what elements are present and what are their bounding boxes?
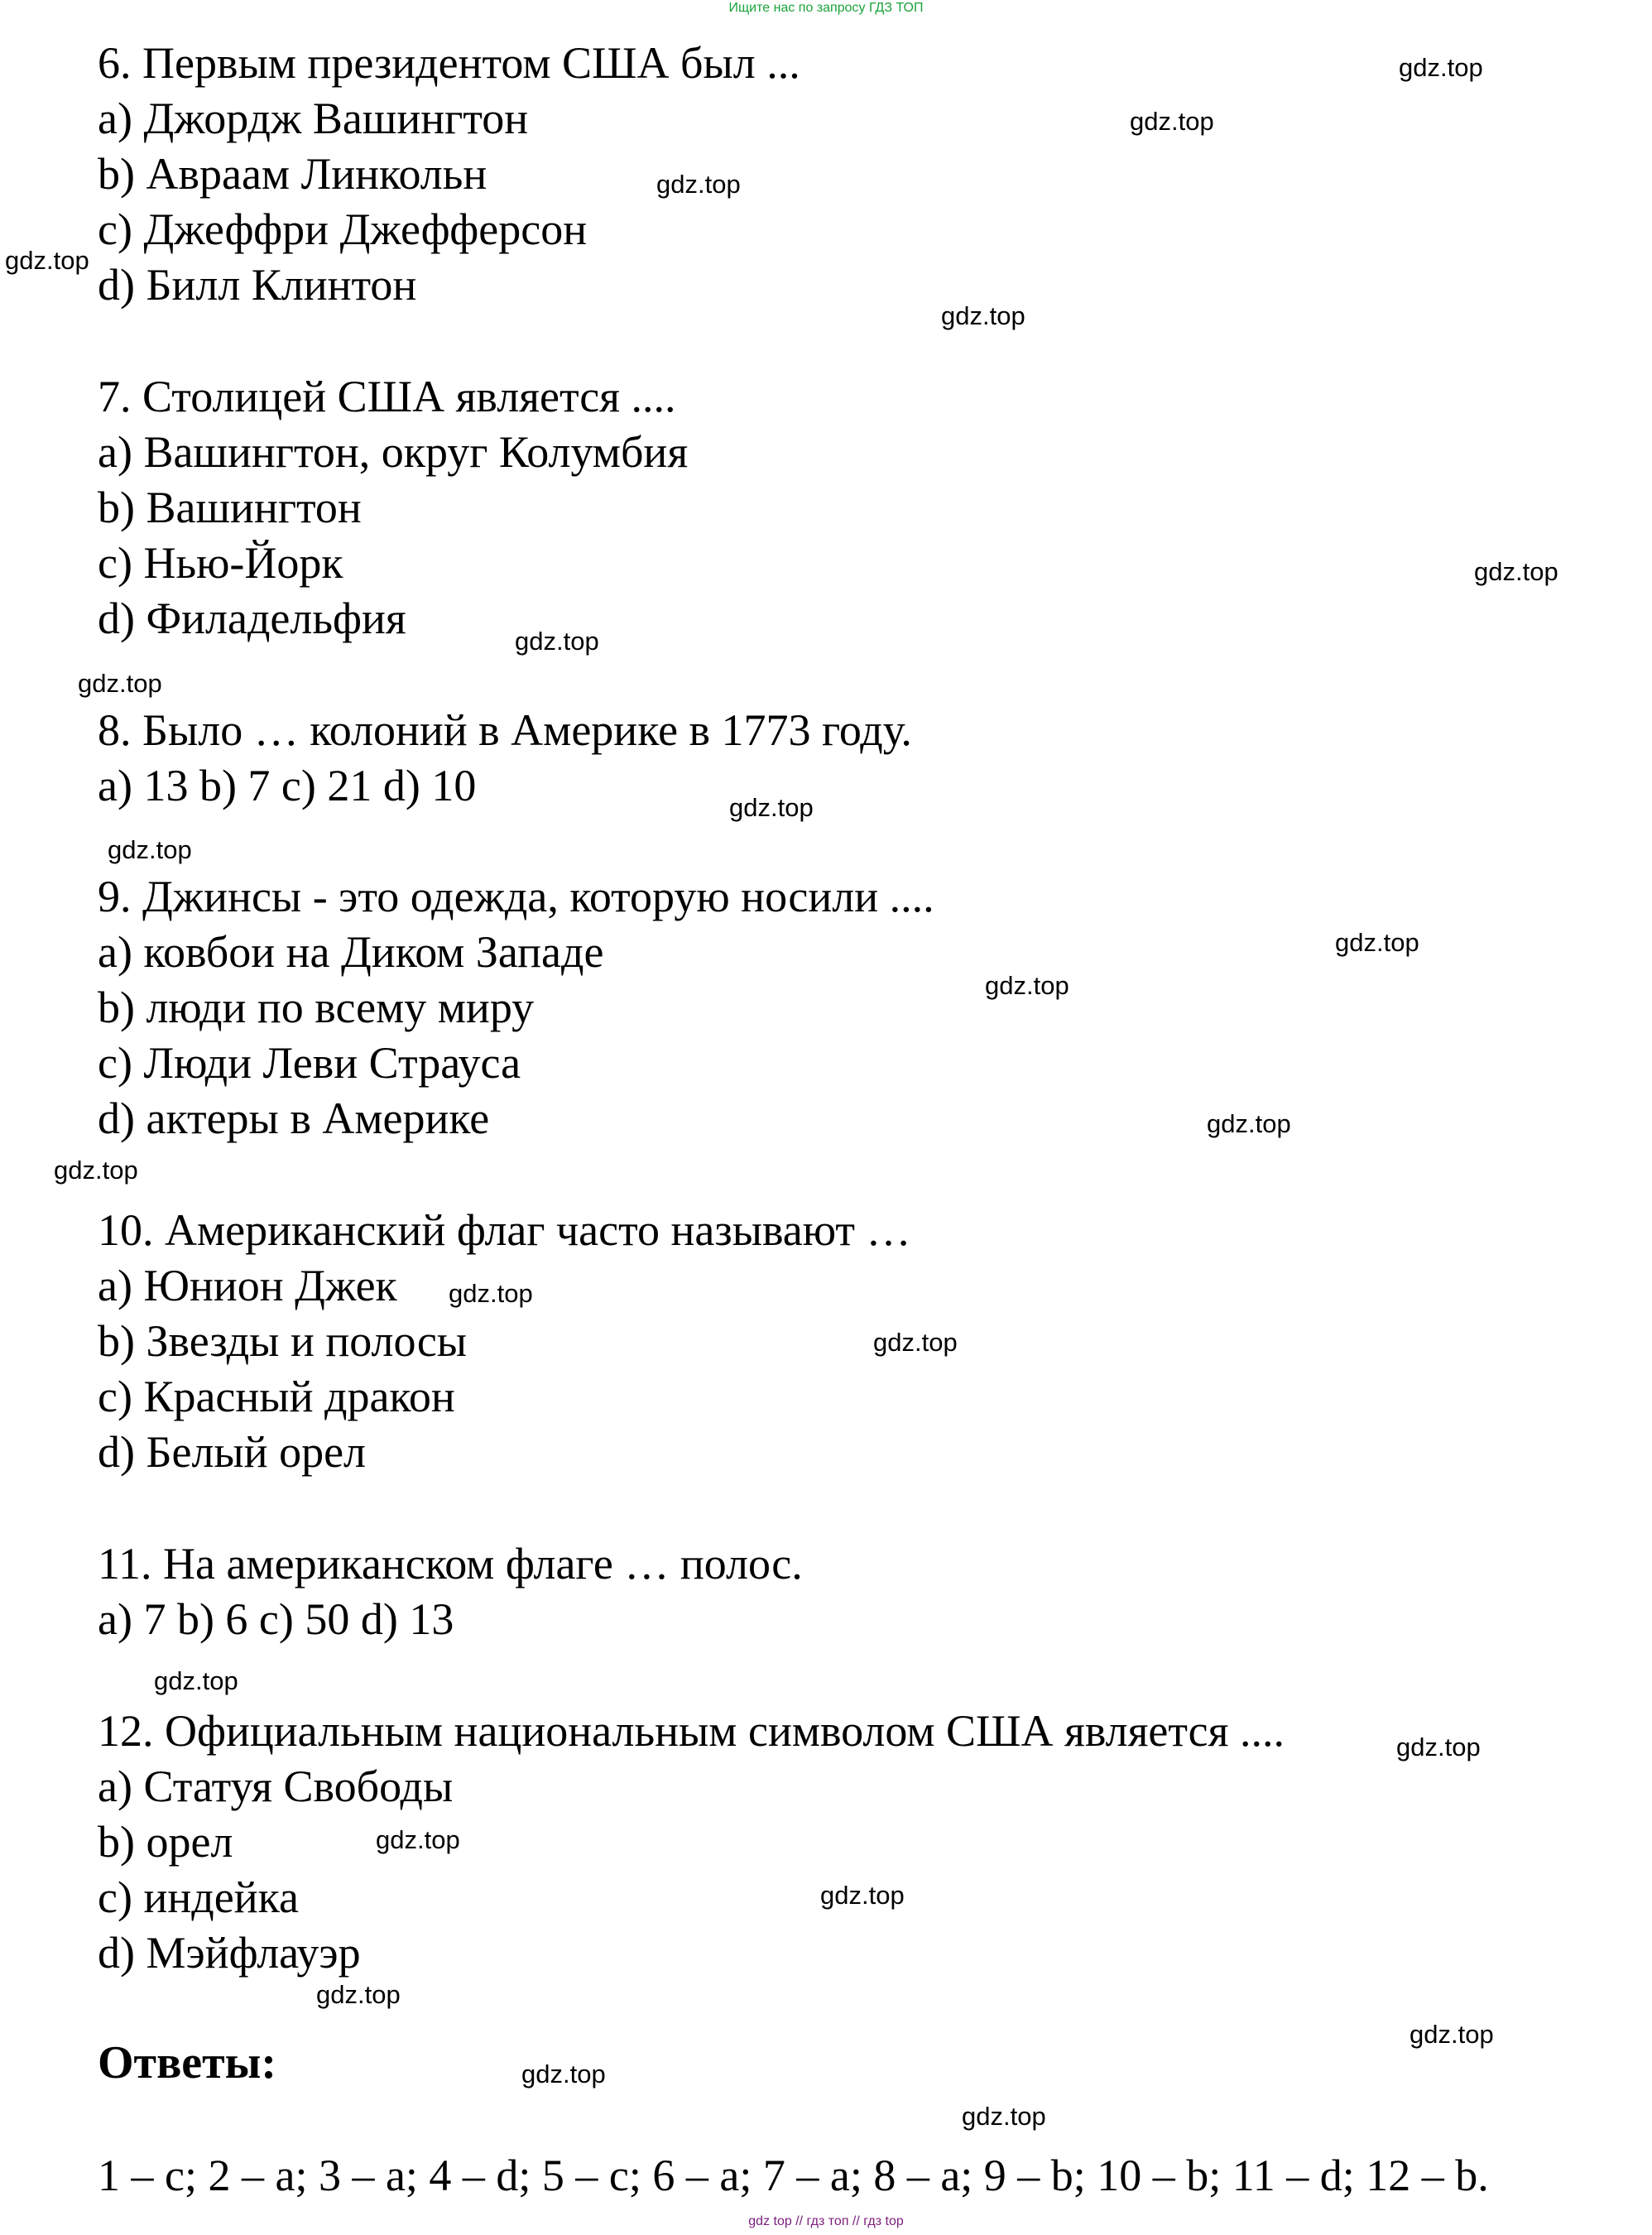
question-12: 12. Официальным национальным символом США является .... [98, 1706, 1285, 1756]
watermark-text: gdz.top [1396, 1733, 1481, 1762]
question-9-option-a: a) ковбои на Диком Западе [98, 927, 604, 977]
watermark-text: gdz.top [873, 1328, 958, 1357]
question-9-option-c: c) Люди Леви Страуса [98, 1038, 521, 1088]
watermark-text: gdz.top [108, 835, 192, 864]
watermark-text: gdz.top [5, 246, 89, 275]
question-9-option-d: d) актеры в Америке [98, 1093, 490, 1143]
watermark-text: gdz.top [515, 627, 599, 656]
watermark-text: gdz.top [154, 1666, 238, 1695]
watermark-text: gdz.top [985, 971, 1069, 1000]
watermark-text: gdz.top [1474, 557, 1558, 586]
bottom-banner: gdz top // гдз топ // гдз top [748, 2214, 904, 2228]
watermark-text: gdz.top [1207, 1109, 1291, 1138]
question-7-option-c: c) Нью-Йорк [98, 538, 343, 588]
watermark-text: gdz.top [78, 669, 162, 698]
answers-heading: Ответы: [98, 2037, 277, 2088]
question-10-option-c: c) Красный дракон [98, 1372, 455, 1421]
watermark-text: gdz.top [376, 1825, 460, 1854]
watermark-text: gdz.top [1335, 928, 1419, 957]
question-6-option-d: d) Билл Клинтон [98, 260, 417, 310]
question-12-option-b: b) орел [98, 1817, 233, 1867]
watermark-text: gdz.top [820, 1881, 905, 1910]
question-9: 9. Джинсы - это одежда, которую носили .... [98, 872, 934, 921]
question-10-option-a: a) Юнион Джек [98, 1261, 397, 1310]
question-6: 6. Первым президентом США был ... [98, 38, 800, 88]
question-6-option-c: c) Джеффри Джефферсон [98, 204, 588, 254]
question-12-option-c: c) индейка [98, 1872, 299, 1922]
watermark-text: gdz.top [729, 793, 814, 822]
watermark-text: gdz.top [1130, 107, 1214, 136]
question-10: 10. Американский флаг часто называют … [98, 1205, 911, 1255]
watermark-text: gdz.top [1399, 53, 1483, 82]
top-banner: Ищите нас по запросу ГДЗ ТОП [728, 1, 924, 15]
question-7-option-b: b) Вашингтон [98, 483, 362, 532]
question-6-option-b: b) Авраам Линкольн [98, 149, 487, 199]
watermark-text: gdz.top [521, 2060, 606, 2088]
question-10-option-d: d) Белый орел [98, 1427, 366, 1477]
watermark-text: gdz.top [656, 170, 741, 199]
question-6-option-a: a) Джордж Вашингтон [98, 94, 529, 143]
watermark-text: gdz.top [449, 1279, 533, 1308]
question-7: 7. Столицей США является .... [98, 372, 676, 421]
watermark-text: gdz.top [962, 2102, 1046, 2131]
question-12-option-d: d) Мэйфлауэр [98, 1928, 361, 1978]
question-9-option-b: b) люди по всему миру [98, 983, 535, 1032]
question-7-option-d: d) Филадельфия [98, 594, 406, 643]
question-10-option-b: b) Звезды и полосы [98, 1316, 468, 1366]
watermark-text: gdz.top [941, 301, 1025, 330]
watermark-text: gdz.top [54, 1156, 138, 1185]
question-7-option-a: a) Вашингтон, округ Колумбия [98, 427, 689, 477]
question-12-option-a: a) Статуя Свободы [98, 1762, 454, 1811]
question-11-options: a) 7 b) 6 c) 50 d) 13 [98, 1594, 454, 1644]
question-8-options: a) 13 b) 7 c) 21 d) 10 [98, 761, 477, 810]
answers-list: 1 – c; 2 – a; 3 – a; 4 – d; 5 – c; 6 – a; 7 – a; 8 – a; 9 – b; 10 – b; 11 – d; 12 – b. [98, 2151, 1489, 2200]
question-8: 8. Было … колоний в Америке в 1773 году. [98, 705, 912, 755]
watermark-text: gdz.top [316, 1980, 401, 2009]
watermark-text: gdz.top [1409, 2020, 1494, 2049]
question-11: 11. На американском флаге … полос. [98, 1539, 803, 1589]
